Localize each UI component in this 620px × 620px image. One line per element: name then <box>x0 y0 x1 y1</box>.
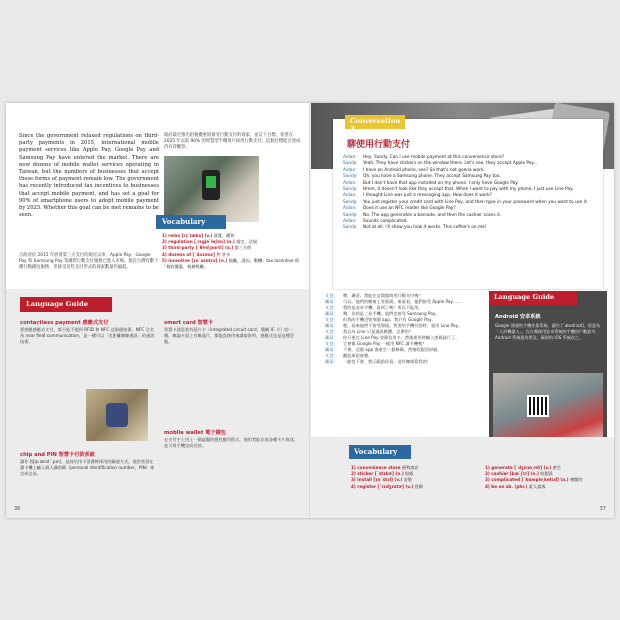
page-number: 37 <box>599 506 606 512</box>
guide-heading: smart card 智慧卡 <box>164 320 214 326</box>
dialogue-line-zh: 珊蒂： 噢，你的是三星手機。他們也接受 Samsung Pay。 <box>325 311 440 316</box>
left-page <box>6 103 309 518</box>
language-guide-section <box>6 289 309 518</box>
article-english: Since the government relaxed regulations on third-party payments in 2015, international mobile payment services like Apple Pay, Google Pay and Samsung Pay have entered the market. There are now dozens of mobile wallet services operating in Taiwan, but the numbers of businesses that accept these forms of payment remain low. The government has recently introduced tax incentives to businesses that accept mobile payment, and has set a goal for 90% of smartphone users to adopt mobile payment by 2025. Whether this goal can be met remains to be seen. <box>19 133 159 219</box>
vocabulary-tag: Vocabulary <box>349 445 411 459</box>
vocab-item: 2) cashier [kæˋʃɪr] (n.) 收銀員 <box>485 471 553 477</box>
dialogue-line-zh: 艾登： 我的是安卓手機，看到了嗎？所以不能用。 <box>325 305 423 310</box>
conversation-box <box>333 119 603 289</box>
guide-text: Google 開發的手機作業系統，讀作 [ˋændrɔɪd]，原意為「人形機器人」。在台灣使用安卓系統的手機用戶數最多，Android 系統最為普及，蘋果的 iOS 系統次之。 <box>495 323 601 340</box>
guide-heading: chip and PIN 智慧卡付款系統 <box>20 452 95 458</box>
dialogue-english <box>343 155 595 232</box>
guide-heading: contactless payment 感應式支付 <box>20 320 109 326</box>
vocab-item: 4) register [ˋrɛdʒɪstɚ] (v.) 登錄 <box>351 483 423 489</box>
guide-text: 在支付手上用上一個虛擬的錢包應用程式，使用者能存放各種卡片資訊，並可用手機完成付款。 <box>164 437 299 448</box>
dialogue-line: Aidan: But I don't have that app installed on my phone. I only have Google Pay. <box>343 180 519 186</box>
dialogue-line: Sandy: Oh, you have a Samsung phone. They accept Samsung Pay too. <box>343 174 501 180</box>
language-guide-tag: Language Guide <box>489 291 577 305</box>
vocabulary-list <box>351 465 481 490</box>
vocab-item: 2) sticker [ˋstɪkɚ] (n.) 貼紙 <box>351 471 414 477</box>
vocab-item: 3) install [ɪnˋstɔl] (v.) 安裝 <box>351 477 412 483</box>
article-section <box>6 103 309 289</box>
vocab-item: 2) regulation [͵rɛgjəˋleʃən] (n.) 規定，法規 <box>162 239 258 245</box>
dialogue-chinese <box>325 293 485 365</box>
page-number: 36 <box>14 506 21 512</box>
dialogue-line: Aidan: Does it use an NFC reader like Google Pay? <box>343 206 456 212</box>
vocab-item: 4) dozens of [ˋdʌzənz] 片 許多 <box>162 251 231 257</box>
vocab-item: 1) convenience store 便利商店 <box>351 465 419 470</box>
dialogue-line-zh: 艾登： 它會像 Google Pay 一樣用 NFC 讀卡機嗎？ <box>325 341 427 346</box>
vocab-item: 3) third-party [ˋθɝd͵pɑrti] (a.) 第三方的 <box>162 245 252 251</box>
dialogue-line-zh: 艾登： 嘿，珊蒂。我能在這間超商用行動支付嗎？ <box>325 293 423 298</box>
vocab-item: 3) complicated [ˋkɑmplə͵ketɪd] (a.) 複雜的 <box>485 477 583 483</box>
dialogue-line: Aidan: Sounds complicated. <box>343 219 408 225</box>
dialogue-line-zh: 珊蒂： 你只要在 Line Pay 登錄信用卡，然後要用時輸入密碼就行了。 <box>325 335 460 340</box>
article-chinese: 自政府於 2015 年放寬第三方支付的規定以來，Apple Pay、Google Pay 和 Samsung Pay 等國際行動支付服務已進入市場。現在台灣有數十種行動錢包服務，但接受這些支付形式的商家數量仍偏低。 <box>19 253 159 270</box>
vocabulary-list <box>162 233 304 270</box>
guide-text: 要感應感應式支付，都不能不提到 RFID 和 NFC 這兩個技術。NFC 全名為 near field communication，是一種可以「近距離無線通訊」的通訊技術。 <box>20 327 155 344</box>
conversation-title: 聊使用行動支付 <box>347 140 411 150</box>
dialogue-line-zh: 艾登： 但我的手機沒裝那個 app。我只有 Google Pay。 <box>325 317 436 322</box>
article-chinese-col2: 政府最近推出租稅優惠給接受行動支付的商家，並訂下目標，希望在 2025 年以前 90% 的智慧型手機用戶採用行動支付。這個目標能否達成仍有待觀察。 <box>164 133 301 150</box>
dialogue-line: Sandy: Hmm, it doesn't look like they accept that. When I want to pay with my phone, I just use Line Pay. <box>343 187 574 193</box>
app-screen <box>206 176 216 188</box>
vocab-item: 1) generate [ˋdʒɛnə͵ret] (v.) 產生 <box>485 465 562 470</box>
vocabulary-tag: Vocabulary <box>156 215 226 229</box>
mobile-payment-photo <box>164 156 259 222</box>
dialogue-line: Sandy: Not at all. I'll show you how it works. This coffee's on me! <box>343 225 487 231</box>
dialogue-line: Sandy: You just register your credit card with Line Pay, and then type in your password when you want to use it. <box>343 199 589 205</box>
dialogue-line: Aidan: I have an Android phone, see? So that's not gonna work. <box>343 167 485 173</box>
android-guide-box <box>489 291 607 451</box>
vocab-item: 1) relax [rɪˋlæks] (v.) 放寬，緩和 <box>162 233 235 238</box>
language-guide-tag: Language Guide <box>20 297 112 312</box>
dialogue-line-zh: 珊蒂： 可以，他們的櫥窗上有貼紙。來看看，他們接受 Apple Pay…… <box>325 299 462 304</box>
card-reader-image <box>106 403 128 427</box>
vocab-item: 5) incentive [ɪnˋsɛntɪv] (n.) 鼓勵，誘因，動機；tax incentive 即「稅收優惠，稅務獎勵」 <box>162 257 300 270</box>
vocabulary-section <box>311 437 614 518</box>
barcode-image <box>527 395 549 417</box>
guide-text: 讀作 [tʃɪp ænd ˋpɪn]，是持信用卡消費時採用的驗證方式，使用者須在讀卡機上輸入個人識別碼（personal identification number，PIN）來完成交易。 <box>20 459 155 476</box>
vocabulary-list <box>485 465 611 490</box>
guide-heading: Android 安卓系統 <box>495 314 541 320</box>
dialogue-line: Sandy: Yeah. They have stickers on the window there. Let's see, they accept Apple Pay... <box>343 161 538 167</box>
magazine-spread <box>6 103 614 518</box>
guide-heading: mobile wallet 電子錢包 <box>164 430 226 436</box>
right-page <box>311 103 614 518</box>
dialogue-line-zh: 艾登： 聽起來很複雜。 <box>325 353 373 358</box>
vocab-item: 4) be on sb. (phr.) 某人請客 <box>485 483 546 489</box>
dialogue-line-zh: 珊蒂： 一點也不會。我示範給你看。這杯咖啡算我的！ <box>325 359 431 364</box>
dialogue-line-zh: 艾登： 我以為 Line 只是通訊軟體。怎麼用？ <box>325 329 414 334</box>
dialogue-line-zh: 珊蒂： 嗯，看來他們不接受那個。我要用手機付款時，就用 Line Pay。 <box>325 323 463 328</box>
dialogue-line: Aidan: I thought Line was just a messaging app. How does it work? <box>343 193 492 199</box>
dialogue-line: Sandy: No. The app generates a barcode, and then the cashier scans it. <box>343 212 502 218</box>
guide-text: 智慧卡就是裝有晶片卡（integrated circuit card，簡稱 IC 卡）的一種。無論卡面上有無晶片，都能直接用來讀取資料，感應式也是這種型態。 <box>164 327 294 344</box>
dialogue-line-zh: 珊蒂： 不會。這個 app 會產生一個條碼，然後收銀員掃描。 <box>325 347 442 352</box>
nfc-payment-photo <box>86 389 148 441</box>
dialogue-line: Aidan: Hey, Sandy. Can I use mobile payment at this convenience store? <box>343 155 504 160</box>
conversation-tag: Conversation 3 <box>345 115 405 129</box>
store-photo <box>493 373 603 447</box>
